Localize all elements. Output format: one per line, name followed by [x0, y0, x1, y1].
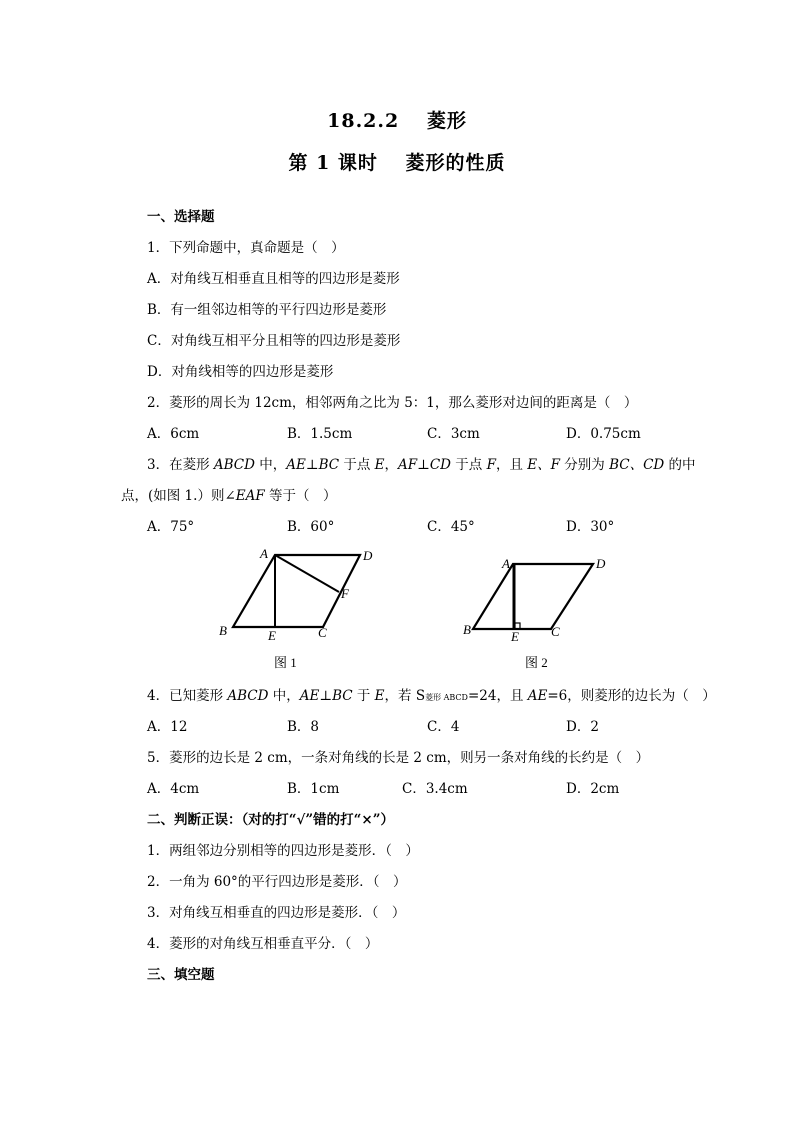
- q3-text: 分别为: [560, 457, 610, 473]
- q3-ae-bc: AE⊥BC: [286, 457, 340, 473]
- q4-ae-bc: AE⊥BC: [299, 688, 353, 704]
- q3-eaf: EAF: [235, 488, 265, 504]
- question-3-option-b: B．60°: [287, 519, 335, 535]
- section-heading-true-false: 二、判断正误：（对的打“√”错的打“×”）: [147, 812, 394, 828]
- question-1-option-d: D．对角线相等的四边形是菱形: [147, 364, 334, 380]
- q3-text: 等于（ ）: [264, 488, 337, 504]
- label-a: A: [260, 546, 268, 561]
- q3-af-cd: AF⊥CD: [398, 457, 451, 473]
- tf-item-4: 4．菱形的对角线互相垂直平分．（ ）: [147, 936, 379, 952]
- question-3-stem-line1: [147, 456, 696, 474]
- q3-ef: E、F: [527, 457, 560, 473]
- label-e: E: [268, 628, 276, 643]
- question-1-option-a: A．对角线互相垂直且相等的四边形是菱形: [147, 271, 400, 287]
- q4-e: E: [374, 688, 385, 704]
- figure-1: [210, 540, 380, 670]
- q4-text: 中，: [268, 688, 300, 704]
- tf-item-2: 2．一角为 60°的平行四边形是菱形．（ ）: [147, 874, 407, 890]
- q3-text: ，且: [495, 457, 528, 473]
- label-c: C: [318, 625, 327, 640]
- figure-2: [455, 540, 625, 670]
- q3-e: E: [374, 457, 385, 473]
- section-heading-choice: 一、选择题: [147, 209, 215, 225]
- question-3-stem-line2: [121, 487, 337, 505]
- label-b: B: [219, 623, 227, 638]
- segment-af: [275, 555, 339, 592]
- label-b: B: [463, 622, 471, 637]
- tf-item-3: 3．对角线互相垂直的四边形是菱形．（ ）: [147, 905, 406, 921]
- q4-text: =24，且: [467, 688, 528, 704]
- q3-text: 于点: [339, 457, 375, 473]
- q3-text: 的中: [664, 457, 696, 473]
- q3-text: ，: [384, 457, 399, 473]
- question-3-option-a: A．75°: [147, 519, 195, 535]
- question-5-stem: 5．菱形的边长是 2 cm，一条对角线的长是 2 cm，则另一条对角线的长约是（ ）: [147, 750, 650, 766]
- q3-text: 中，: [254, 457, 287, 473]
- question-2-option-c: C．3cm: [427, 426, 480, 442]
- question-4-option-a: A．12: [147, 719, 188, 735]
- q3-text: 3．在菱形: [147, 457, 214, 473]
- question-3-option-d: D．30°: [566, 519, 615, 535]
- label-d: D: [596, 556, 606, 571]
- q3-text: 点，(如图 1.）则∠: [121, 488, 236, 504]
- tf-item-1: 1．两组邻边分别相等的四边形是菱形．（ ）: [147, 843, 419, 859]
- q4-text: =6，则菱形的边长为（ ）: [547, 688, 716, 704]
- question-2-option-b: B．1.5cm: [287, 426, 353, 442]
- label-c: C: [551, 624, 560, 639]
- question-2-option-a: A．6cm: [147, 426, 200, 442]
- label-e: E: [511, 629, 519, 644]
- q4-ae: AE: [527, 688, 548, 704]
- q3-bc-cd: BC、CD: [609, 457, 665, 473]
- q3-abcd: ABCD: [213, 457, 255, 473]
- q3-text: 于点: [451, 457, 487, 473]
- label-d: D: [363, 548, 373, 563]
- question-1-option-c: C．对角线互相平分且相等的四边形是菱形: [147, 333, 401, 349]
- page-subtitle: 第 1 课时 菱形的性质: [288, 152, 506, 174]
- q4-text: 4．已知菱形: [147, 688, 228, 704]
- q4-text: 于: [352, 688, 375, 704]
- question-5-option-d: D．2cm: [566, 781, 620, 797]
- question-4-option-d: D．2: [566, 719, 599, 735]
- rhombus-abcd: [473, 564, 593, 629]
- section-heading-fill-in: 三、填空题: [147, 967, 215, 983]
- q4-text: ，若 S: [384, 688, 426, 704]
- q4-abcd: ABCD: [227, 688, 269, 704]
- q4-subscript: 菱形 ABCD: [425, 693, 468, 702]
- q3-f: F: [486, 457, 496, 473]
- figure-1-caption: 图 1: [274, 655, 297, 670]
- label-a: A: [502, 556, 510, 571]
- question-2-stem: 2．菱形的周长为 12cm，相邻两角之比为 5：1，那么菱形对边间的距离是（ ）: [147, 395, 638, 411]
- question-5-option-c: C．3.4cm: [402, 781, 468, 797]
- question-5-option-a: A．4cm: [147, 781, 200, 797]
- question-4-stem: [147, 687, 716, 707]
- question-5-option-b: B．1cm: [287, 781, 340, 797]
- question-4-option-b: B．8: [287, 719, 320, 735]
- question-1-stem: 1．下列命题中，真命题是（ ）: [147, 240, 345, 256]
- question-4-option-c: C．4: [427, 719, 460, 735]
- label-f: F: [341, 586, 349, 601]
- question-2-option-d: D．0.75cm: [566, 426, 641, 442]
- page-title: 18.2.2 菱形: [327, 110, 467, 132]
- question-1-option-b: B．有一组邻边相等的平行四边形是菱形: [147, 302, 387, 318]
- figure-2-caption: 图 2: [525, 655, 548, 670]
- question-3-option-c: C．45°: [427, 519, 475, 535]
